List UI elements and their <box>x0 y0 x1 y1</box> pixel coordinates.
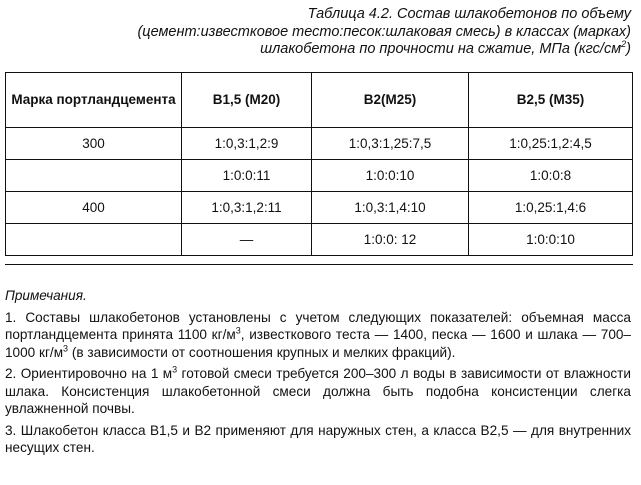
note-2 <box>5 365 631 418</box>
note-1-superscript-1: 3 <box>235 325 241 336</box>
caption-line-3-end: ) <box>626 41 631 57</box>
table-cell: 1:0,3:1,25:7,5 <box>312 128 469 160</box>
note-2-part-b: готовой смеси требуется 200–300 л воды в зависимости от влажности шлака. Консистенция шлакобетонной смеси должна быть подобна консистенции слегка увлажненной почвы. <box>5 366 631 416</box>
table-header-row <box>6 73 633 128</box>
caption-superscript: 2 <box>621 39 627 50</box>
caption-line-3-text: шлакобетона по прочности на сжатие, МПа (кгс/см <box>260 41 622 57</box>
note-2-part-a: 2. Ориентировочно на 1 м <box>5 366 173 381</box>
table-row <box>6 192 633 224</box>
note-1-part-a: 1. Составы шлакобетонов установлены с учетом следующих показателей: объемная масса портландцемента принята 1100 кг/м <box>5 309 631 342</box>
table-caption <box>31 6 631 59</box>
note-1-part-c: (в зависимости от соотношения крупных и мелких фракций). <box>68 344 456 360</box>
caption-line-2: (цемент:известковое тесто:песок:шлаковая смесь) в классах (марках) <box>137 23 631 40</box>
note-3: 3. Шлакобетон класса В1,5 и В2 применяют для наружных стен, а класса В2,5 — для внутренних несущих стен. <box>5 422 631 455</box>
table-cell: 1:0,25:1,2:4,5 <box>469 128 633 160</box>
table-cell: — <box>182 224 312 256</box>
table-cell <box>6 160 182 192</box>
table-cell: 1:0:0:10 <box>469 224 633 256</box>
caption-line-1: Таблица 4.2. Состав шлакобетонов по объему <box>307 6 631 22</box>
table-cell: 1:0,3:1,4:10 <box>312 192 469 224</box>
table-cell: 1:0:0: 12 <box>312 224 469 256</box>
header-cement-grade: Марка портландцемента <box>6 73 182 128</box>
header-class-b25: В2,5 (М35) <box>469 73 633 128</box>
table-cell <box>6 224 182 256</box>
table-cell: 1:0,25:1,4:6 <box>469 192 633 224</box>
table-row <box>6 128 633 160</box>
note-2-superscript: 3 <box>172 364 178 375</box>
header-class-b2: В2(М25) <box>312 73 469 128</box>
note-1-superscript-2: 3 <box>63 342 69 353</box>
table-cell: 1:0:0:11 <box>182 160 312 192</box>
table-cell: 1:0,3:1,2:11 <box>182 192 312 224</box>
caption-line-3 <box>31 41 631 59</box>
note-1 <box>5 309 631 362</box>
table-cell: 300 <box>6 128 182 160</box>
composition-table <box>5 72 633 256</box>
table-cell: 1:0,3:1,2:9 <box>182 128 312 160</box>
notes-title: Примечания. <box>5 288 87 303</box>
notes-divider <box>5 264 633 265</box>
table-row <box>6 224 633 256</box>
table-cell: 1:0:0:10 <box>312 160 469 192</box>
table-row <box>6 160 633 192</box>
table-cell: 1:0:0:8 <box>469 160 633 192</box>
note-1-part-b: , известкового теста — 1400, песка — 1600 и шлака — 700–1000 кг/м <box>5 327 631 360</box>
header-class-b15: В1,5 (М20) <box>182 73 312 128</box>
table-cell: 400 <box>6 192 182 224</box>
notes-section <box>5 287 631 461</box>
